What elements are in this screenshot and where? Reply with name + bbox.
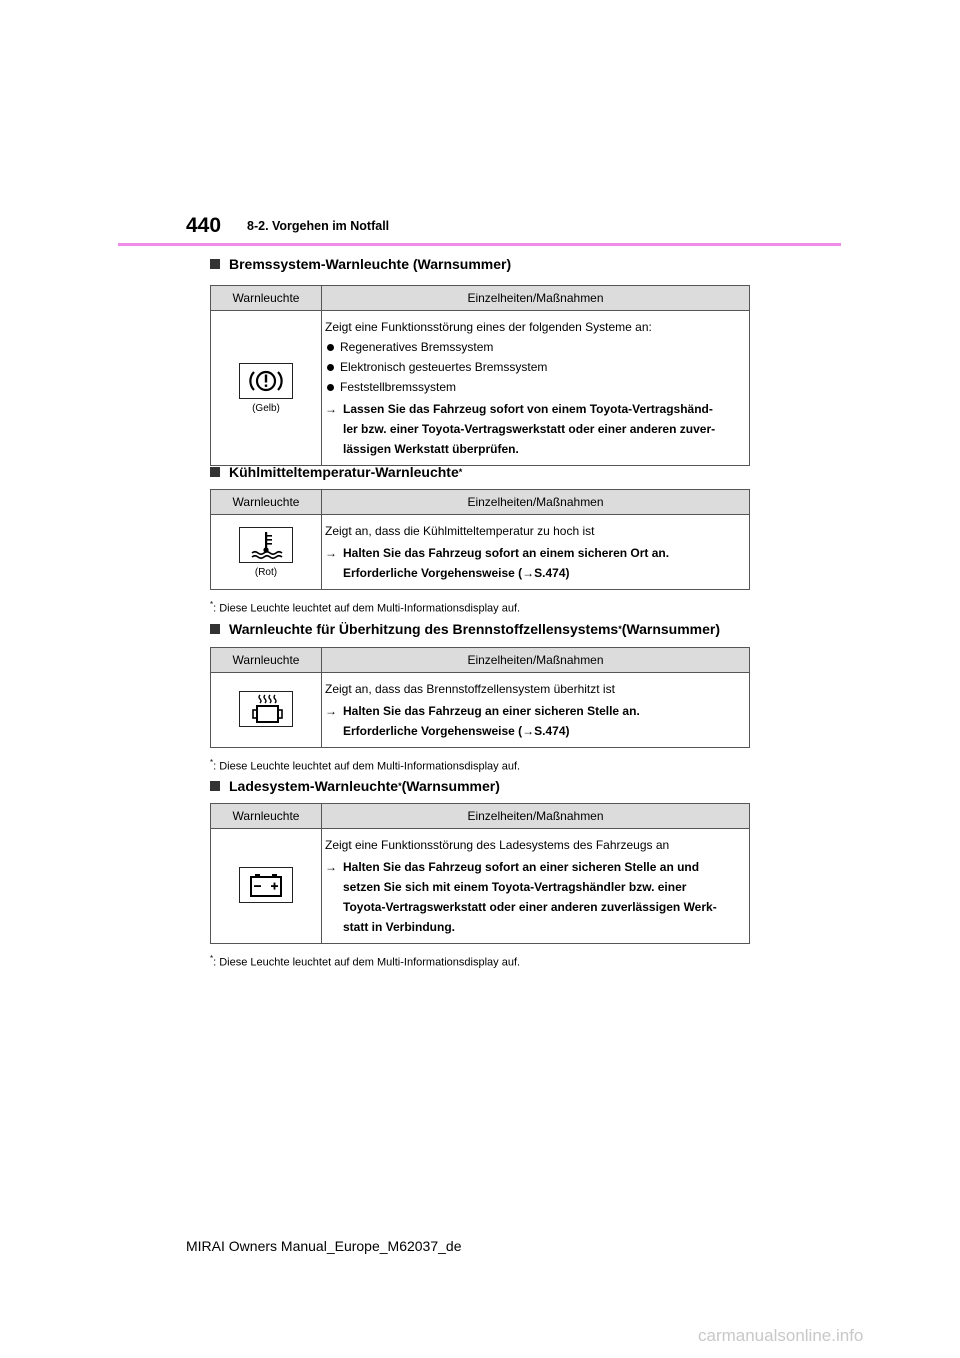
description: Zeigt an, dass die Kühlmitteltemperatur zu hoch ist bbox=[325, 524, 595, 538]
column-header-details: Einzelheiten/Maßnahmen bbox=[322, 648, 750, 673]
action-instruction: → Lassen Sie das Fahrzeug sofort von einem Toyota-Vertragshänd- ler bzw. einer Toyota-Vertragswerkstatt oder einer anderen zuver- lässigen Werkstatt überprüfen. bbox=[325, 402, 716, 456]
fuel-cell-overheat-icon bbox=[239, 691, 293, 727]
column-header-warnleuchte: Warnleuchte bbox=[211, 286, 322, 311]
header-divider bbox=[118, 243, 841, 246]
footnote: *: Diese Leuchte leuchtet auf dem Multi-Informationsdisplay auf. bbox=[210, 600, 521, 615]
square-bullet-icon bbox=[210, 467, 220, 477]
description: Zeigt eine Funktionsstörung eines der folgenden Systeme an: bbox=[325, 320, 652, 334]
section-title: Kühlmitteltemperatur-Warnleuchte * bbox=[210, 462, 750, 482]
section-title: Ladesystem-Warnleuchte * (Warnsummer) bbox=[210, 776, 750, 796]
column-header-details: Einzelheiten/Maßnahmen bbox=[322, 490, 750, 515]
square-bullet-icon bbox=[210, 624, 220, 634]
warning-table bbox=[210, 647, 750, 748]
watermark: carmanualsonline.info bbox=[698, 1326, 864, 1345]
section-brake-warning bbox=[210, 254, 750, 466]
column-header-warnleuchte: Warnleuchte bbox=[211, 804, 322, 829]
section-title: Bremssystem-Warnleuchte (Warnsummer) bbox=[210, 254, 750, 274]
action-instruction: → Halten Sie das Fahrzeug an einer sicheren Stelle an. Erforderliche Vorgehensweise (→S.474) bbox=[325, 704, 640, 738]
column-header-details: Einzelheiten/Maßnahmen bbox=[322, 804, 750, 829]
warning-table bbox=[210, 803, 750, 944]
column-header-warnleuchte: Warnleuchte bbox=[211, 648, 322, 673]
list-item: Elektronisch gesteuertes Bremssystem bbox=[325, 357, 743, 377]
description: Zeigt eine Funktionsstörung des Ladesystems des Fahrzeugs an bbox=[325, 838, 670, 852]
section-coolant-warning bbox=[210, 462, 750, 615]
page-number: 440 bbox=[186, 214, 222, 237]
footnote: *: Diese Leuchte leuchtet auf dem Multi-Informationsdisplay auf. bbox=[210, 954, 521, 969]
square-bullet-icon bbox=[210, 781, 220, 791]
warning-table bbox=[210, 489, 750, 590]
footnote: *: Diese Leuchte leuchtet auf dem Multi-Informationsdisplay auf. bbox=[210, 758, 521, 773]
coolant-temperature-icon bbox=[239, 527, 293, 563]
section-charging-warning bbox=[210, 776, 750, 969]
action-instruction: → Halten Sie das Fahrzeug sofort an einer sicheren Stelle an und setzen Sie sich mit einem Toyota-Vertragshändler bzw. einer Toyota-Vertragswerkstatt oder einer anderen zuverlässigen Werk- statt in Verbindung. bbox=[325, 860, 717, 934]
action-instruction: → Halten Sie das Fahrzeug sofort an einem sicheren Ort an. Erforderliche Vorgehensweise (→S.474) bbox=[325, 546, 670, 580]
square-bullet-icon bbox=[210, 259, 220, 269]
footer-manual-id: MIRAI Owners Manual_Europe_M62037_de bbox=[186, 1238, 462, 1254]
description: Zeigt an, dass das Brennstoffzellensystem überhitzt ist bbox=[325, 682, 615, 696]
column-header-details: Einzelheiten/Maßnahmen bbox=[322, 286, 750, 311]
battery-charge-icon bbox=[239, 867, 293, 903]
warning-table bbox=[210, 285, 750, 466]
list-item: Regeneratives Bremssystem bbox=[325, 337, 743, 357]
icon-caption: (Rot) bbox=[254, 566, 278, 578]
list-item: Feststellbremssystem bbox=[325, 377, 743, 397]
brake-warning-icon bbox=[239, 363, 293, 399]
icon-caption: (Gelb) bbox=[252, 402, 280, 414]
section-fuel-cell-overheat bbox=[210, 619, 750, 773]
section-title: Warnleuchte für Überhitzung des Brennstoffzellensystems * (Warnsummer) bbox=[210, 619, 750, 639]
column-header-warnleuchte: Warnleuchte bbox=[211, 490, 322, 515]
chapter-title: 8-2. Vorgehen im Notfall bbox=[247, 219, 390, 233]
